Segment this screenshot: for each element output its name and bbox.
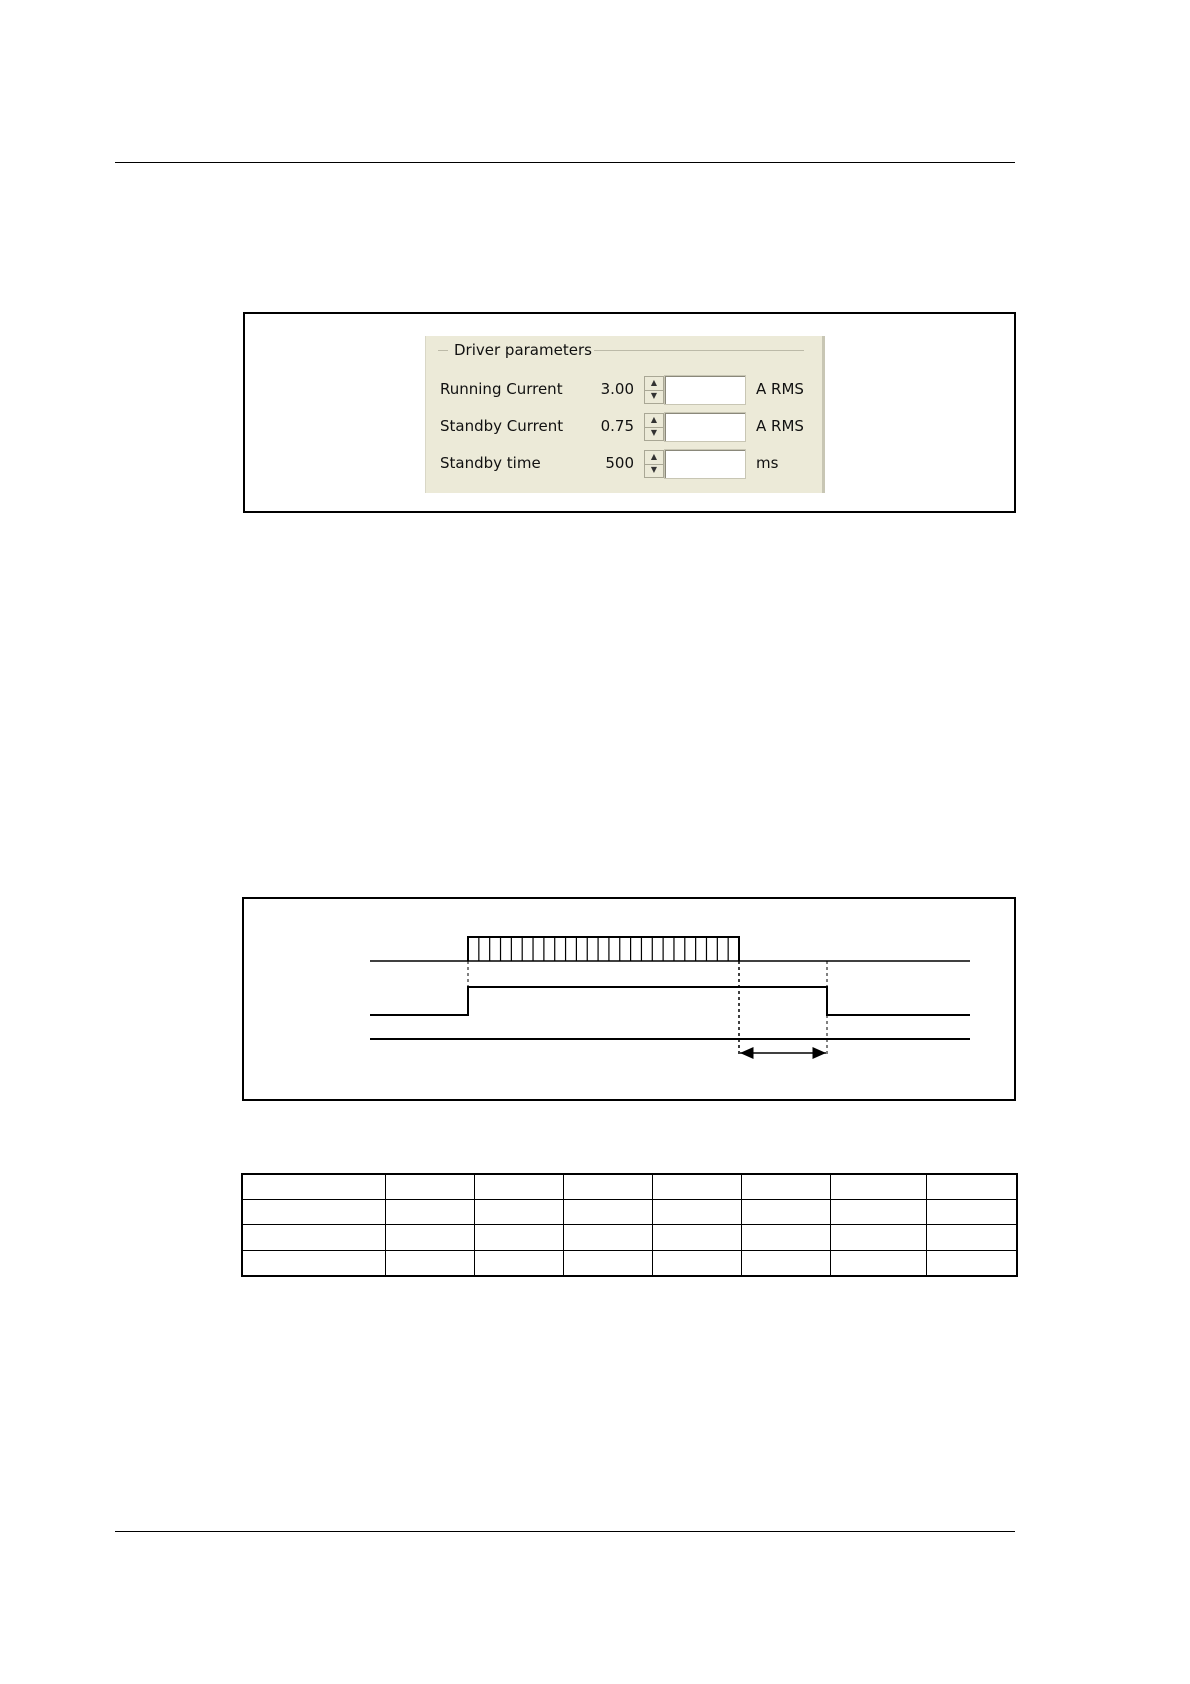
driver-parameters-panel xyxy=(425,336,825,493)
table-cell xyxy=(830,1225,926,1250)
table-cell xyxy=(830,1174,926,1200)
spin-down-icon[interactable]: ▼ xyxy=(650,428,658,437)
group-title: Driver parameters xyxy=(454,341,592,359)
table-cell xyxy=(741,1250,830,1276)
table-cell xyxy=(385,1225,474,1250)
table-cell xyxy=(830,1200,926,1225)
spin-down-icon[interactable]: ▼ xyxy=(650,465,658,474)
driver-parameters-figure xyxy=(243,312,1016,513)
standby-current-label: Standby Current xyxy=(440,417,564,435)
standby-current-spinner[interactable] xyxy=(644,413,664,441)
table-cell xyxy=(242,1174,385,1200)
running-current-label: Running Current xyxy=(440,380,563,398)
table-cell xyxy=(652,1200,741,1225)
running-current-slider[interactable] xyxy=(664,375,746,405)
standby-time-label: Standby time xyxy=(440,454,541,472)
table-cell xyxy=(474,1225,563,1250)
table-row xyxy=(242,1225,1017,1250)
running-current-row xyxy=(426,375,822,405)
running-current-value: 3.00 xyxy=(600,380,634,398)
table-cell xyxy=(385,1174,474,1200)
table-cell xyxy=(563,1250,652,1276)
spin-up-icon[interactable]: ▲ xyxy=(645,451,663,465)
table-cell xyxy=(926,1225,1017,1250)
timing-diagram xyxy=(244,899,1014,1099)
table-row xyxy=(242,1174,1017,1200)
table-cell xyxy=(474,1174,563,1200)
group-border xyxy=(438,350,448,351)
table-cell xyxy=(242,1250,385,1276)
table-cell xyxy=(242,1225,385,1250)
table-cell xyxy=(652,1174,741,1200)
table-row xyxy=(242,1250,1017,1276)
standby-current-value: 0.75 xyxy=(600,417,634,435)
standby-current-slider[interactable] xyxy=(664,412,746,442)
header-rule xyxy=(115,162,1015,163)
table-cell xyxy=(830,1250,926,1276)
group-border xyxy=(576,350,804,351)
standby-current-row xyxy=(426,412,822,442)
table-cell xyxy=(926,1174,1017,1200)
pulse-train-outline xyxy=(468,937,739,961)
step-pulse-train xyxy=(468,937,739,961)
table-cell xyxy=(563,1225,652,1250)
table-cell xyxy=(385,1250,474,1276)
standby-current-unit: A RMS xyxy=(756,417,804,435)
data-table xyxy=(241,1173,1018,1277)
enable-signal xyxy=(370,987,970,1015)
timing-diagram-figure xyxy=(242,897,1016,1101)
table-cell xyxy=(474,1200,563,1225)
table-cell xyxy=(242,1200,385,1225)
table-cell xyxy=(741,1225,830,1250)
standby-time-row xyxy=(426,449,822,479)
table-cell xyxy=(563,1200,652,1225)
table-cell xyxy=(385,1200,474,1225)
standby-time-spinner[interactable] xyxy=(644,450,664,478)
table-cell xyxy=(563,1174,652,1200)
table-cell xyxy=(926,1200,1017,1225)
table-cell xyxy=(741,1174,830,1200)
table-cell xyxy=(474,1250,563,1276)
standby-time-unit: ms xyxy=(756,454,779,472)
footer-rule xyxy=(115,1531,1015,1532)
table-cell xyxy=(741,1200,830,1225)
spin-up-icon[interactable]: ▲ xyxy=(645,414,663,428)
spin-down-icon[interactable]: ▼ xyxy=(650,391,658,400)
running-current-unit: A RMS xyxy=(756,380,804,398)
spin-up-icon[interactable]: ▲ xyxy=(645,377,663,391)
standby-time-slider[interactable] xyxy=(664,449,746,479)
table-cell xyxy=(652,1250,741,1276)
table-cell xyxy=(926,1250,1017,1276)
standby-time-value: 500 xyxy=(605,454,634,472)
table-cell xyxy=(652,1225,741,1250)
table-row xyxy=(242,1200,1017,1225)
running-current-spinner[interactable] xyxy=(644,376,664,404)
